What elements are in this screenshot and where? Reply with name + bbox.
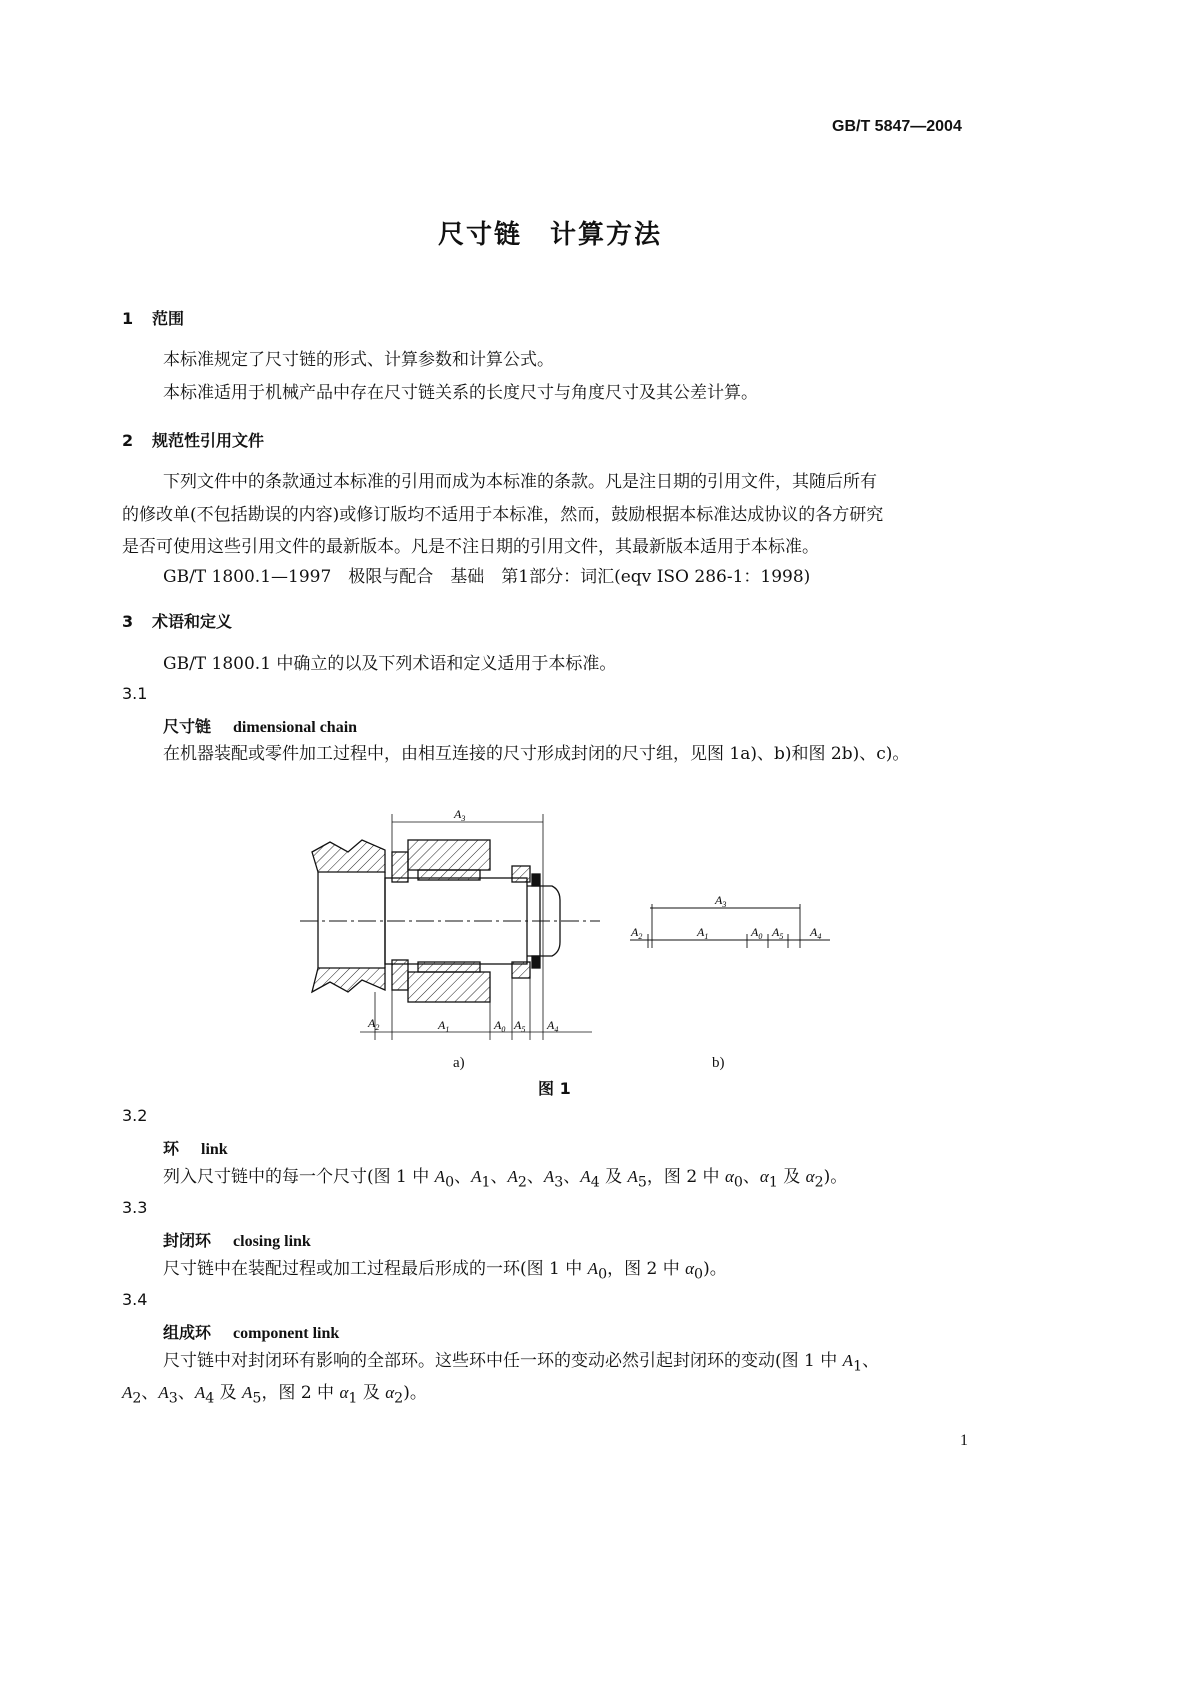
paragraph: 的修改单(不包括勘误的内容)或修订版均不适用于本标准，然而，鼓励根据本标准达成协议的各方研究 [122, 505, 884, 525]
chain-label-A5: $A_5$ [772, 925, 784, 941]
assembly-drawing [300, 814, 600, 1040]
section-number: 2 [122, 431, 134, 450]
term-definition-cont: $A_2$、$A_3$、$A_4$ 及 $A_5$，图 2 中 $\alpha_1$ 及 $\alpha_2$)。 [122, 1383, 427, 1407]
page-number: 1 [960, 1432, 968, 1449]
term-dimensional-chain [163, 714, 357, 737]
label-A0: $A_0$ [494, 1018, 506, 1034]
term-en: component link [233, 1325, 340, 1342]
section-2-heading [122, 428, 264, 451]
label-A1: $A_1$ [438, 1018, 450, 1034]
term-definition: 尺寸链中在装配过程或加工过程最后形成的一环(图 1 中 $A_0$，图 2 中 $\alpha_0$)。 [163, 1259, 727, 1283]
clause-number: 3.2 [122, 1106, 148, 1125]
term-en: dimensional chain [233, 719, 358, 736]
term-zh: 尺寸链 [163, 717, 212, 736]
section-title: 规范性引用文件 [152, 431, 265, 450]
term-zh: 封闭环 [163, 1231, 212, 1250]
label-A4: $A_4$ [547, 1018, 559, 1034]
paragraph: 下列文件中的条款通过本标准的引用而成为本标准的条款。凡是注日期的引用文件，其随后所有 [163, 472, 877, 492]
chain-label-A3: $A_3$ [715, 893, 727, 909]
label-A5: $A_5$ [514, 1018, 526, 1034]
term-link [163, 1136, 228, 1159]
label-A2: $A_2$ [368, 1016, 380, 1032]
paragraph: 本标准适用于机械产品中存在尺寸链关系的长度尺寸与角度尺寸及其公差计算。 [163, 383, 758, 403]
section-number: 3 [122, 612, 134, 631]
standard-number: GB/T 5847—2004 [832, 118, 962, 135]
section-1-heading [122, 306, 184, 329]
term-definition: 列入尺寸链中的每一个尺寸(图 1 中 $A_0$、$A_1$、$A_2$、$A_3$、$A_4$ 及 $A_5$，图 2 中 $\alpha_0$、$\alpha_1$ 及 $\alpha_2$)。 [163, 1167, 848, 1191]
section-number: 1 [122, 309, 134, 328]
subfigure-a-label: a) [453, 1055, 465, 1071]
clause-number: 3.1 [122, 684, 148, 703]
term-zh: 组成环 [163, 1323, 212, 1342]
subfigure-b-label: b) [712, 1055, 725, 1071]
chain-label-A0: $A_0$ [751, 925, 763, 941]
term-en: closing link [233, 1233, 311, 1250]
chain-label-A1: $A_1$ [697, 925, 709, 941]
term-zh: 环 [163, 1139, 180, 1158]
page-title: 尺寸链 计算方法 [438, 220, 663, 250]
term-definition: 尺寸链中对封闭环有影响的全部环。这些环中任一环的变动必然引起封闭环的变动(图 1 中 $A_1$、 [163, 1351, 880, 1375]
paragraph: GB/T 1800.1 中确立的以及下列术语和定义适用于本标准。 [163, 654, 617, 674]
clause-number: 3.3 [122, 1198, 148, 1217]
paragraph: 是否可使用这些引用文件的最新版本。凡是不注日期的引用文件，其最新版本适用于本标准。 [122, 537, 819, 557]
chain-label-A4: $A_4$ [810, 925, 822, 941]
figure-caption: 图 1 [538, 1079, 571, 1098]
section-title: 范围 [152, 309, 185, 328]
term-closing-link [163, 1228, 311, 1251]
normative-reference: GB/T 1800.1—1997 极限与配合 基础 第1部分：词汇(eqv ISO 286-1：1998) [163, 567, 811, 587]
term-definition: 在机器装配或零件加工过程中，由相互连接的尺寸形成封闭的尺寸组，见图 1a)、b)和图 2b)、c)。 [163, 744, 910, 764]
section-title: 术语和定义 [152, 612, 233, 631]
chain-diagram [630, 904, 830, 948]
paragraph: 本标准规定了尺寸链的形式、计算参数和计算公式。 [163, 350, 554, 370]
chain-label-A2: $A_2$ [631, 925, 643, 941]
clause-number: 3.4 [122, 1290, 148, 1309]
term-en: link [201, 1141, 228, 1158]
figure-1 [290, 800, 850, 1100]
section-3-heading [122, 609, 232, 632]
label-A3: $A_3$ [454, 807, 466, 823]
term-component-link [163, 1320, 339, 1343]
